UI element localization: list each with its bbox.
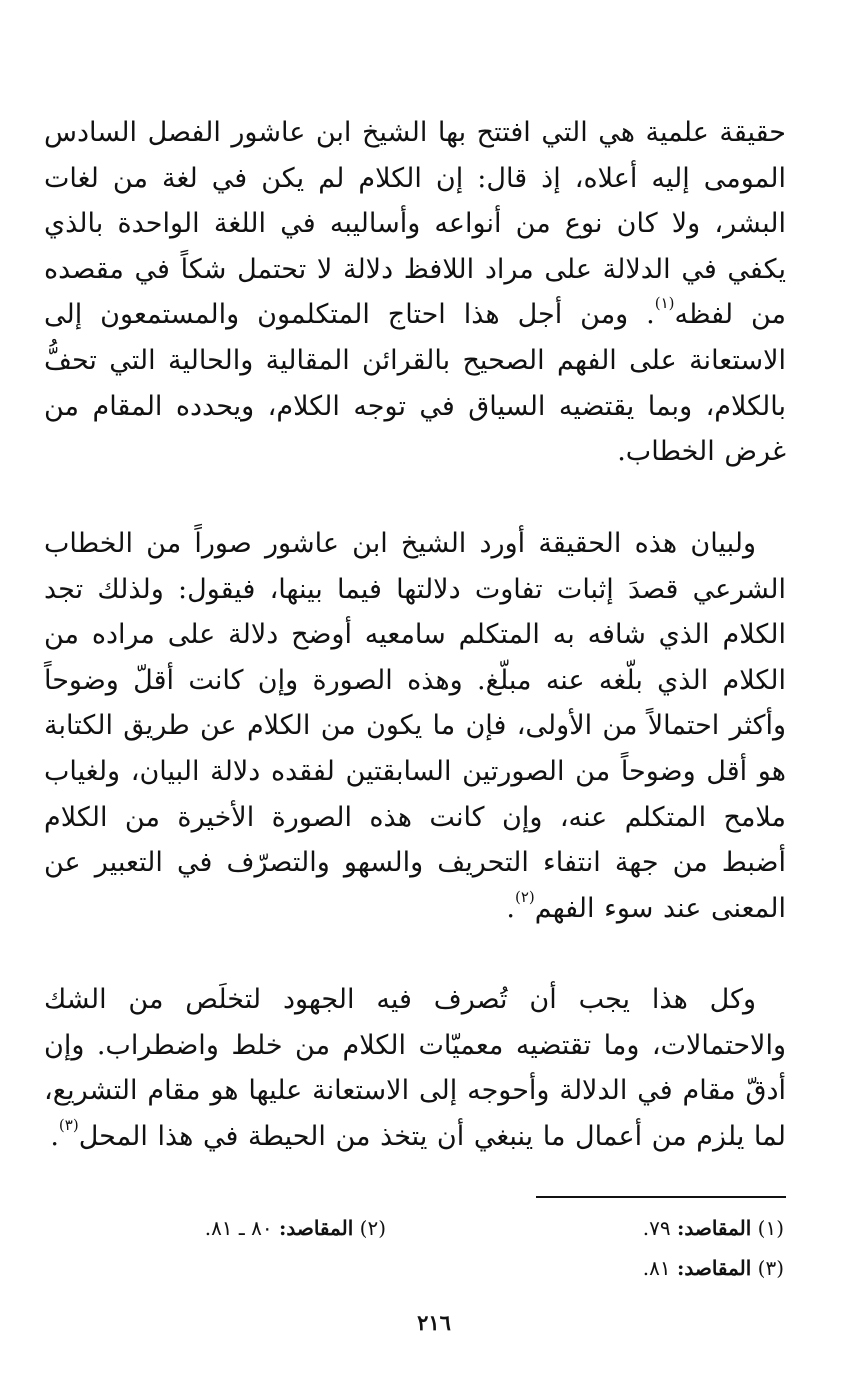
footnote-number: (٢): [359, 1216, 386, 1240]
footnote-source-label: المقاصد:: [676, 1216, 752, 1240]
footnote-number: (٣): [757, 1256, 784, 1280]
page-number: ٢١٦: [417, 1310, 451, 1335]
paragraph-3-text-before: وكل هذا يجب أن تُصرف فيه الجهود لتخلَص من الشك والاحتمالات، وما تقتضيه معميّات الكلام من خلط واضطراب. وإن أدقّ مقام في الدلالة وأحوجه إلى الاستعانة عليها هو مقام التشريع، لما يلزم من أعمال ما ينبغي أن يتخذ من الحيطة في هذا المحل: [44, 984, 786, 1152]
footnote-ref-1: (١): [654, 294, 675, 313]
footnote-ref-2: (٢): [514, 887, 535, 906]
paragraph-2: [44, 521, 786, 931]
paragraph-3: [44, 977, 786, 1159]
paragraph-2-text-before: ولبيان هذه الحقيقة أورد الشيخ ابن عاشور صوراً من الخطاب الشرعي قصدَ إثبات تفاوت دلالتها فيما بينها، فيقول: ولذلك تجد الكلام الذي شافه به المتكلم سامعيه أوضح دلالة على مراده من الكلام الذي بلّغه عنه مبلّغ. وهذه الصورة وإن كانت أقلّ وضوحاً وأكثر احتمالاً من الأولى، فإن ما يكون من الكلام عن طريق الكتابة هو أقل وضوحاً من الصورتين السابقتين لفقده دلالة البيان، ولغياب ملامح المتكلم عنه، وإن كانت هذه الصورة الأخيرة من الكلام أضبط من جهة انتفاء التحريف والسهو والتصرّف في التعبير عن المعنى عند سوء الفهم: [44, 528, 786, 924]
paragraph-3-text-after: .: [50, 1120, 59, 1152]
footnote-1: [643, 1213, 784, 1243]
paragraph-2-text-after: .: [506, 892, 515, 924]
footnote-page-ref: ٨٠ ـ ٨١.: [204, 1216, 273, 1240]
footnote-divider: [536, 1196, 786, 1198]
footnote-page-ref: ٨١.: [642, 1256, 671, 1280]
footnote-2: [205, 1213, 386, 1243]
footnote-source-label: المقاصد:: [676, 1256, 752, 1280]
footnote-page-ref: ٧٩.: [642, 1216, 671, 1240]
footnote-3: [643, 1253, 784, 1283]
footnote-number: (١): [757, 1216, 784, 1240]
paragraph-1-text-before: حقيقة علمية هي التي افتتح بها الشيخ ابن عاشور الفصل السادس المومى إليه أعلاه، إذ قال: إن الكلام لم يكن في لغة من لغات البشر، ولا كان نوع من أنواعه وأساليبه في اللغة الواحدة بالذي يكفي في الدلالة على مراد اللافظ دلالة لا تحتمل شكاً في مقصده من لفظه: [44, 117, 786, 331]
footnote-ref-3: (٣): [58, 1115, 79, 1134]
paragraph-1: [44, 110, 786, 475]
footnote-source-label: المقاصد:: [278, 1216, 354, 1240]
paragraph-1-text-after: . ومن أجل هذا احتاج المتكلمون والمستمعون إلى الاستعانة على الفهم الصحيح بالقرائن المقالية والحالية التي تحفُّ بالكلام، وبما يقتضيه السياق في توجه الكلام، ويحدده المقام من غرض الخطاب.: [44, 299, 786, 468]
